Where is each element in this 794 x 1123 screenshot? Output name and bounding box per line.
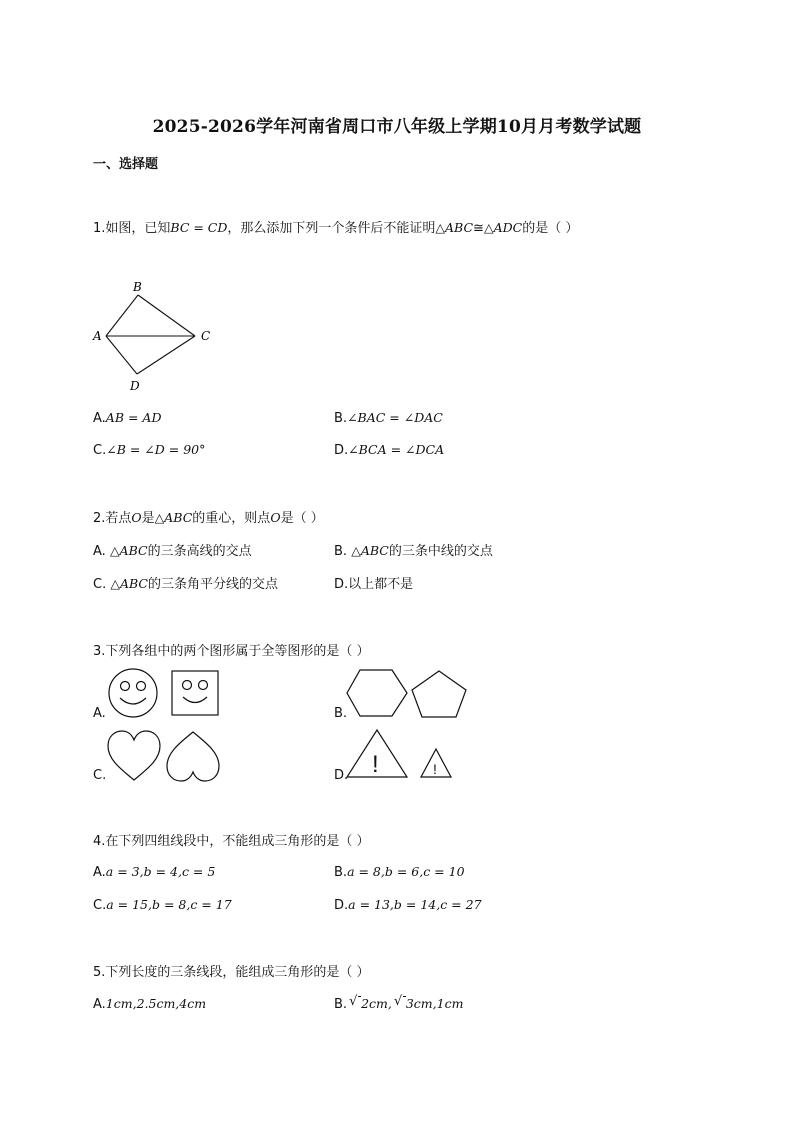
q4-option-c[interactable]: C.a = 15,b = 8,c = 17 [93, 897, 232, 913]
label-a: A [93, 329, 102, 343]
question-5-stem: 5.下列长度的三条线段，能组成三角形的是（ ） [93, 965, 370, 980]
q4-option-a[interactable]: A.a = 3,b = 4,c = 5 [93, 864, 216, 880]
question-2-stem: 2.若点O是△ABC的重心，则点O是（ ） [93, 510, 324, 526]
label-c: C [201, 329, 211, 343]
point-o: O [131, 510, 142, 525]
q1-congruent-symbol: ≅ [473, 221, 484, 236]
q2-option-d[interactable]: D.以上都不是 [334, 577, 414, 592]
q2-option-b[interactable]: B. △ABC的三条中线的交点 [334, 543, 493, 559]
q1-triangle-adc: △ADC [483, 220, 523, 235]
q1-text-pre: 1.如图，已知 [93, 221, 171, 236]
label-d: D [130, 379, 140, 393]
q1-option-b[interactable]: B.∠BAC = ∠DAC [334, 410, 443, 426]
sqrt-symbol [394, 996, 406, 1010]
q1-text-mid: ，那么添加下列一个条件后不能证明 [227, 221, 436, 236]
q1-condition: BC = CD [170, 220, 228, 235]
section-heading: 一、选择题 [93, 157, 159, 172]
q4-option-d[interactable]: D.a = 13,b = 14,c = 27 [334, 897, 482, 913]
q3-option-c-label[interactable]: C. [93, 768, 107, 783]
question-1-stem [93, 217, 578, 236]
sqrt-symbol [349, 996, 361, 1010]
q4-option-b[interactable]: B.a = 8,b = 6,c = 10 [334, 864, 465, 880]
q1-option-c[interactable]: C.∠B = ∠D = 90° [93, 442, 206, 458]
q3-figure-c-hearts [106, 730, 224, 782]
q1-text-post: 的是（ ） [522, 221, 579, 236]
q2-option-c[interactable]: C. △ABC的三条角平分线的交点 [93, 576, 278, 592]
q5-option-b[interactable]: B. √ 2cm, √ 3cm,1cm [334, 996, 463, 1012]
label-b: B [133, 280, 142, 294]
q1-triangle-abc: △ABC [435, 220, 474, 235]
q3-option-a-label[interactable]: A. [93, 706, 106, 721]
q3-figure-d-warning-triangles [345, 728, 457, 780]
q3-option-d-label[interactable]: D. [334, 768, 349, 783]
q1-figure-quadrilateral [90, 278, 220, 393]
q3-figure-a-smileys [108, 668, 223, 720]
q3-figure-b-polygons [345, 668, 470, 720]
q5-option-a[interactable]: A.1cm,2.5cm,4cm [93, 996, 207, 1012]
exclamation-icon-large: ! [372, 751, 379, 778]
page-title: 2025-2026学年河南省周口市八年级上学期10月月考数学试题 [152, 117, 642, 137]
exclamation-icon-small: ! [433, 761, 437, 777]
q3-option-b-label[interactable]: B. [334, 706, 348, 721]
q1-option-d[interactable]: D.∠BCA = ∠DCA [334, 442, 445, 458]
q2-option-a[interactable]: A. △ABC的三条高线的交点 [93, 543, 252, 559]
question-4-stem: 4.在下列四组线段中，不能组成三角形的是（ ） [93, 834, 370, 849]
q2-triangle: △ABC [154, 510, 193, 525]
q1-option-a[interactable]: A.AB = AD [93, 410, 162, 426]
question-3-stem: 3.下列各组中的两个图形属于全等图形的是（ ） [93, 644, 370, 659]
